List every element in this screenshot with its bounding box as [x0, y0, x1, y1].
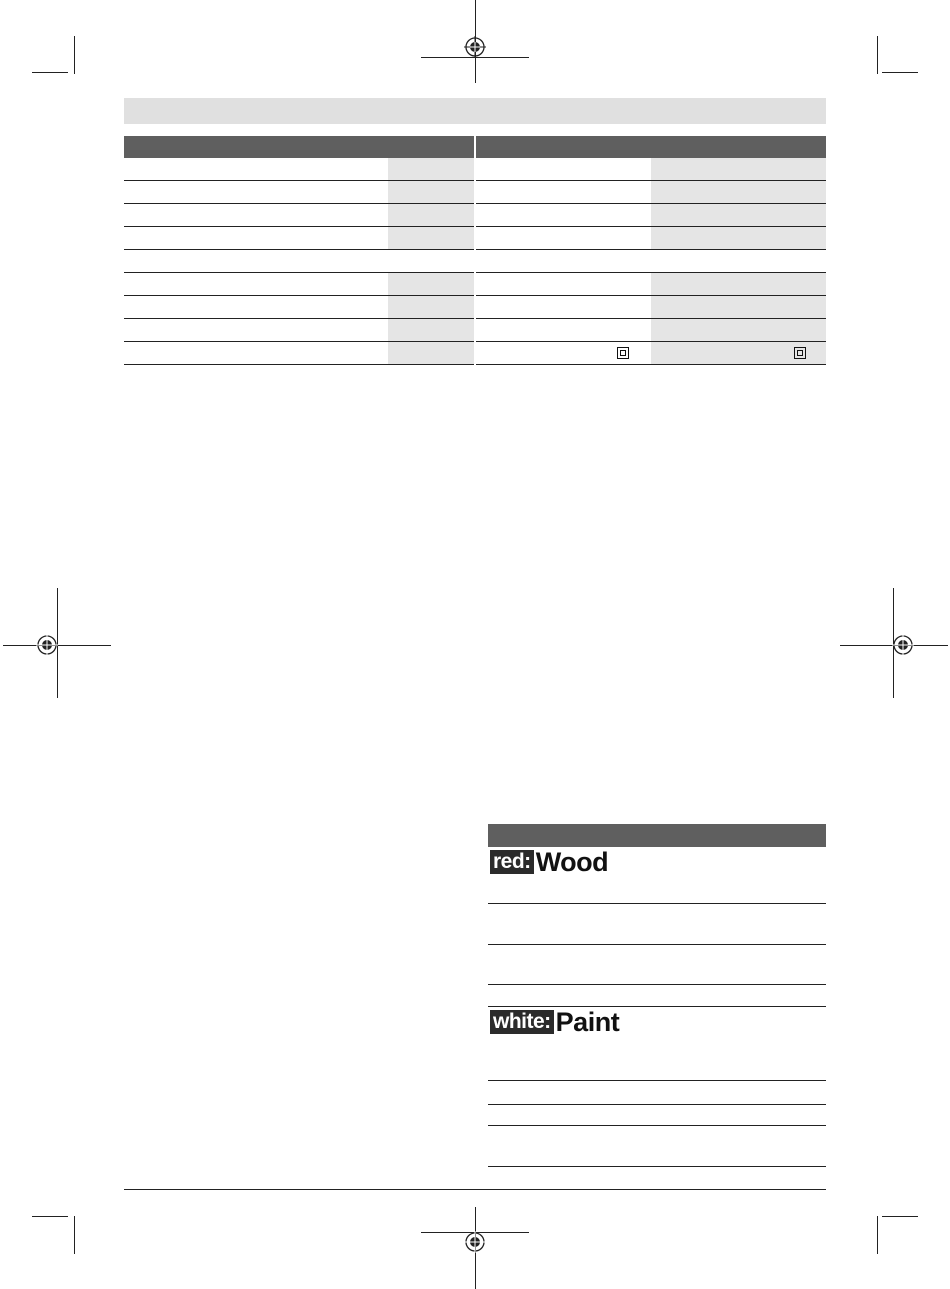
value-cell	[388, 204, 474, 226]
table-row	[476, 273, 826, 296]
table-row	[124, 296, 474, 319]
value-cell	[651, 273, 826, 295]
registration-mark-icon	[464, 36, 486, 58]
table-row	[124, 250, 474, 273]
crop-mark	[74, 1216, 75, 1254]
table-header	[124, 136, 474, 158]
value-cell	[388, 181, 474, 203]
table-row	[124, 227, 474, 250]
logo-tag: white:	[490, 1010, 554, 1034]
value-cell	[651, 158, 826, 180]
double-insulation-icon	[794, 347, 806, 359]
page-header-band	[124, 98, 826, 124]
table-row	[488, 847, 826, 904]
crop-mark	[877, 1216, 878, 1254]
crop-mark	[74, 36, 75, 74]
value-cell	[651, 181, 826, 203]
table-row	[124, 342, 474, 365]
table-row	[488, 1104, 826, 1126]
table-row	[488, 1080, 826, 1105]
crop-mark	[32, 1216, 68, 1217]
table-row	[476, 342, 826, 365]
table-row	[476, 296, 826, 319]
footer-rule	[124, 1189, 826, 1190]
table-row	[476, 158, 826, 181]
crop-mark	[32, 72, 68, 73]
table-row	[124, 181, 474, 204]
technical-data-table-right	[476, 136, 826, 365]
technical-data-table-left	[124, 136, 474, 365]
table-row	[488, 1006, 826, 1081]
registration-mark-icon	[464, 1231, 486, 1253]
crop-mark	[882, 1216, 918, 1217]
value-cell	[651, 319, 826, 341]
value-cell	[388, 273, 474, 295]
table-header	[476, 136, 826, 158]
table-row	[476, 227, 826, 250]
logo-word: Paint	[555, 1007, 620, 1037]
table-row	[124, 273, 474, 296]
table-row	[124, 158, 474, 181]
value-cell	[651, 296, 826, 318]
table-row	[124, 204, 474, 227]
registration-mark-icon	[36, 634, 58, 656]
table-row	[476, 250, 826, 273]
table-row	[488, 944, 826, 985]
table-row	[476, 319, 826, 342]
table-row	[488, 903, 826, 945]
value-cell	[388, 296, 474, 318]
logo-tag: red:	[490, 850, 534, 874]
table-row	[488, 984, 826, 1007]
value-cell	[388, 227, 474, 249]
registration-mark-icon	[892, 634, 914, 656]
table-row	[488, 1125, 826, 1167]
table-row	[476, 181, 826, 204]
value-cell	[651, 204, 826, 226]
table-row	[124, 319, 474, 342]
value-cell	[388, 158, 474, 180]
saw-blade-table-header	[488, 824, 826, 847]
value-cell	[388, 342, 474, 364]
crop-mark	[877, 36, 878, 74]
crop-mark	[882, 72, 918, 73]
value-cell	[651, 227, 826, 249]
value-cell	[388, 319, 474, 341]
double-insulation-icon	[617, 347, 629, 359]
table-row	[476, 204, 826, 227]
logo-word: Wood	[535, 847, 609, 877]
